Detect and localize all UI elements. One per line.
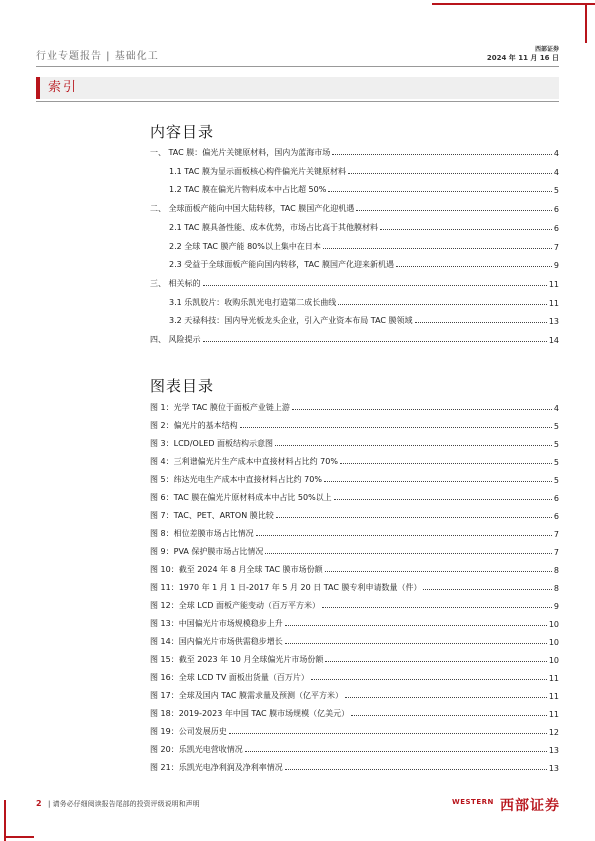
dot-leader [356, 210, 552, 211]
dot-leader [203, 285, 547, 286]
dot-leader [285, 625, 547, 626]
figure-entry-title: 图 4：三利谱偏光片生产成本中直接材料占比约 70% [150, 457, 338, 466]
corner-decoration [585, 3, 587, 43]
figure-entry-page: 12 [548, 728, 559, 737]
dot-leader [311, 679, 547, 680]
figure-entry[interactable] [150, 705, 559, 719]
figure-entry[interactable] [150, 561, 559, 575]
dot-leader [332, 154, 552, 155]
dot-leader [322, 607, 552, 608]
figure-entry-title: 图 20：乐凯光电营收情况 [150, 745, 243, 754]
dot-leader [348, 173, 552, 174]
toc-entry[interactable] [169, 163, 559, 177]
figure-entry-page: 6 [553, 494, 559, 503]
figure-entry[interactable] [150, 687, 559, 701]
figure-entry[interactable] [150, 651, 559, 665]
toc-entry-page: 6 [553, 223, 559, 233]
dot-leader [325, 571, 552, 572]
index-title: 索引 [48, 80, 79, 95]
figure-entry-page: 5 [553, 440, 559, 449]
figure-entry[interactable] [150, 543, 559, 557]
toc-entry-title: 2.1 TAC 膜具备性能、成本优势，市场占比高于其他膜材料 [169, 222, 378, 232]
toc-entry-page: 7 [553, 242, 559, 252]
figure-entry-title: 图 2：偏光片的基本结构 [150, 421, 238, 430]
figure-entry-title: 图 12：全球 LCD 面板产能变动（百万平方米） [150, 601, 321, 610]
toc-entry[interactable] [150, 331, 559, 345]
toc-entry-page: 4 [553, 167, 559, 177]
toc-entry-title: 3.1 乐凯胶片：收购乐凯光电打造第二成长曲线 [169, 297, 337, 307]
figure-entry-page: 11 [548, 710, 559, 719]
figure-entry-page: 5 [553, 422, 559, 431]
figure-entry[interactable] [150, 417, 559, 431]
figure-entry-title: 图 10：截至 2024 年 8 月全球 TAC 膜市场份额 [150, 565, 323, 574]
dot-leader [324, 481, 552, 482]
figure-entry-page: 9 [553, 602, 559, 611]
figure-entry-title: 图 7：TAC、PET、ARTON 膜比较 [150, 511, 274, 520]
figure-entry[interactable] [150, 525, 559, 539]
figure-entry-title: 图 11：1970 年 1 月 1 日-2017 年 5 月 20 日 TAC 膜专利申请数量（件） [150, 583, 422, 592]
figure-entry-title: 图 9：PVA 保护膜市场占比情况 [150, 547, 264, 556]
figure-entry-page: 6 [553, 512, 559, 521]
dot-leader [328, 191, 552, 192]
toc-entry[interactable] [169, 256, 559, 270]
figure-entry-title: 图 21：乐凯光电净利润及净利率情况 [150, 763, 283, 772]
toc-entry-page: 4 [553, 149, 559, 158]
figure-entry-title: 图 14：国内偏光片市场供需稳步增长 [150, 637, 283, 646]
toc-entry-title: 3.2 天禄科技：国内导光板龙头企业，引入产业资本布局 TAC 膜领域 [169, 316, 413, 326]
toc-entry-page: 13 [548, 317, 559, 327]
figure-entry[interactable] [150, 471, 559, 485]
figure-entry-page: 13 [548, 764, 559, 773]
toc-entry-page: 11 [548, 279, 559, 289]
dot-leader [275, 445, 552, 446]
figure-entry[interactable] [150, 453, 559, 467]
dot-leader [323, 248, 552, 249]
toc-entry-page: 5 [553, 186, 559, 196]
toc-entry[interactable] [169, 312, 559, 326]
report-category: 行业专题报告 | 基础化工 [36, 51, 159, 62]
figure-entry-title: 图 1：光学 TAC 膜位于面板产业链上游 [150, 403, 290, 412]
figure-entry[interactable] [150, 399, 559, 413]
figure-entry-page: 5 [553, 476, 559, 485]
figure-entry-page: 8 [553, 566, 559, 575]
brand-logo-en: WESTERN [452, 798, 494, 806]
corner-decoration [432, 3, 595, 5]
toc-entry-page: 14 [548, 336, 559, 345]
toc-entry-title: 1.1 TAC 膜为显示面板核心构件偏光片关键原材料 [169, 166, 346, 176]
figure-entry[interactable] [150, 615, 559, 629]
toc-entry-title: 三、 相关标的 [150, 278, 201, 288]
figure-entry-page: 5 [553, 458, 559, 467]
figure-entry[interactable] [150, 669, 559, 683]
figure-entry-title: 图 17：全球及国内 TAC 膜需求量及预测（亿平方米） [150, 691, 343, 700]
figure-entry-page: 10 [548, 638, 559, 647]
dot-leader [276, 517, 552, 518]
corner-decoration [4, 800, 6, 841]
dot-leader [256, 535, 552, 536]
page-number: 2 [36, 799, 42, 808]
toc-entry[interactable] [169, 181, 559, 195]
dot-leader [265, 553, 551, 554]
dot-leader [245, 751, 547, 752]
brand-logo-cn: 西部证券 [500, 798, 560, 814]
figure-entry[interactable] [150, 723, 559, 737]
toc-entry[interactable] [169, 219, 559, 233]
figure-entry-title: 图 6：TAC 膜在偏光片原材料成本中占比 50%以上 [150, 493, 332, 502]
header-divider [36, 66, 559, 67]
corner-decoration [4, 836, 34, 838]
dot-leader [334, 499, 552, 500]
dot-leader [338, 304, 547, 305]
dot-leader [396, 266, 552, 267]
header-brand: 西部证券 [534, 46, 559, 53]
figure-entry-page: 10 [548, 656, 559, 665]
dot-leader [415, 322, 547, 323]
toc-entry[interactable] [150, 144, 559, 158]
dot-leader [229, 733, 547, 734]
index-divider [36, 101, 559, 102]
figure-entry-title: 图 8：相位差膜市场占比情况 [150, 529, 254, 538]
figure-entry-title: 图 13：中国偏光片市场规模稳步上升 [150, 619, 283, 628]
figure-entry-title: 图 5：纬达光电生产成本中直接材料占比约 70% [150, 475, 322, 484]
figure-entry-page: 4 [553, 404, 559, 413]
figure-entry-page: 11 [548, 674, 559, 683]
figure-entry[interactable] [150, 633, 559, 647]
dot-leader [345, 697, 547, 698]
figure-entry-title: 图 15：截至 2023 年 10 月全球偏光片市场份额 [150, 655, 324, 664]
toc-entry-title: 一、 TAC 膜：偏光片关键原材料，国内为蓝海市场 [150, 148, 331, 157]
footer-disclaimer: | 请务必仔细阅读报告尾部的投资评级说明和声明 [48, 800, 200, 808]
figure-entry-page: 10 [548, 620, 559, 629]
figure-list-title: 图表目录 [150, 377, 215, 395]
figure-entry[interactable] [150, 579, 559, 593]
figure-entry-title: 图 18：2019-2023 年中国 TAC 膜市场规模（亿美元） [150, 709, 350, 718]
toc-title: 内容目录 [150, 123, 215, 141]
toc-entry-title: 1.2 TAC 膜在偏光片物料成本中占比超 50% [169, 185, 327, 195]
figure-entry-page: 7 [553, 548, 559, 557]
dot-leader [423, 589, 551, 590]
figure-entry[interactable] [150, 489, 559, 503]
figure-entry-title: 图 3：LCD/OLED 面板结构示意图 [150, 439, 274, 448]
dot-leader [351, 715, 547, 716]
toc-entry-title: 二、 全球面板产能向中国大陆转移，TAC 膜国产化迎机遇 [150, 204, 355, 214]
index-bar [36, 77, 559, 99]
dot-leader [340, 463, 552, 464]
figure-entry-page: 11 [548, 692, 559, 701]
toc-entry[interactable] [150, 275, 559, 289]
toc-entry-title: 四、 风险提示 [150, 335, 201, 344]
figure-entry-page: 8 [553, 584, 559, 593]
figure-entry-title: 图 16：全球 LCD TV 面板出货量（百万片） [150, 673, 309, 682]
dot-leader [292, 409, 552, 410]
figure-entry-page: 13 [548, 746, 559, 755]
figure-entry[interactable] [150, 507, 559, 521]
toc-entry[interactable] [150, 200, 559, 214]
figure-entry[interactable] [150, 435, 559, 449]
toc-entry-page: 11 [548, 298, 559, 308]
figure-entry[interactable] [150, 759, 559, 773]
dot-leader [285, 769, 547, 770]
report-date: 2024 年 11 月 16 日 [486, 54, 559, 62]
toc-entry-page: 6 [553, 205, 559, 215]
dot-leader [285, 643, 547, 644]
toc-entry-page: 9 [553, 261, 559, 271]
dot-leader [203, 341, 547, 342]
toc-entry-title: 2.3 受益于全球面板产能向国内转移，TAC 膜国产化迎来新机遇 [169, 260, 394, 270]
toc-entry-title: 2.2 全球 TAC 膜产能 80%以上集中在日本 [169, 241, 321, 251]
dot-leader [325, 661, 546, 662]
toc-entry[interactable] [169, 238, 559, 252]
dot-leader [380, 229, 552, 230]
figure-entry[interactable] [150, 741, 559, 755]
figure-entry[interactable] [150, 597, 559, 611]
figure-entry-page: 7 [553, 530, 559, 539]
figure-entry-title: 图 19：公司发展历史 [150, 727, 227, 736]
dot-leader [240, 427, 552, 428]
toc-entry[interactable] [169, 294, 559, 308]
